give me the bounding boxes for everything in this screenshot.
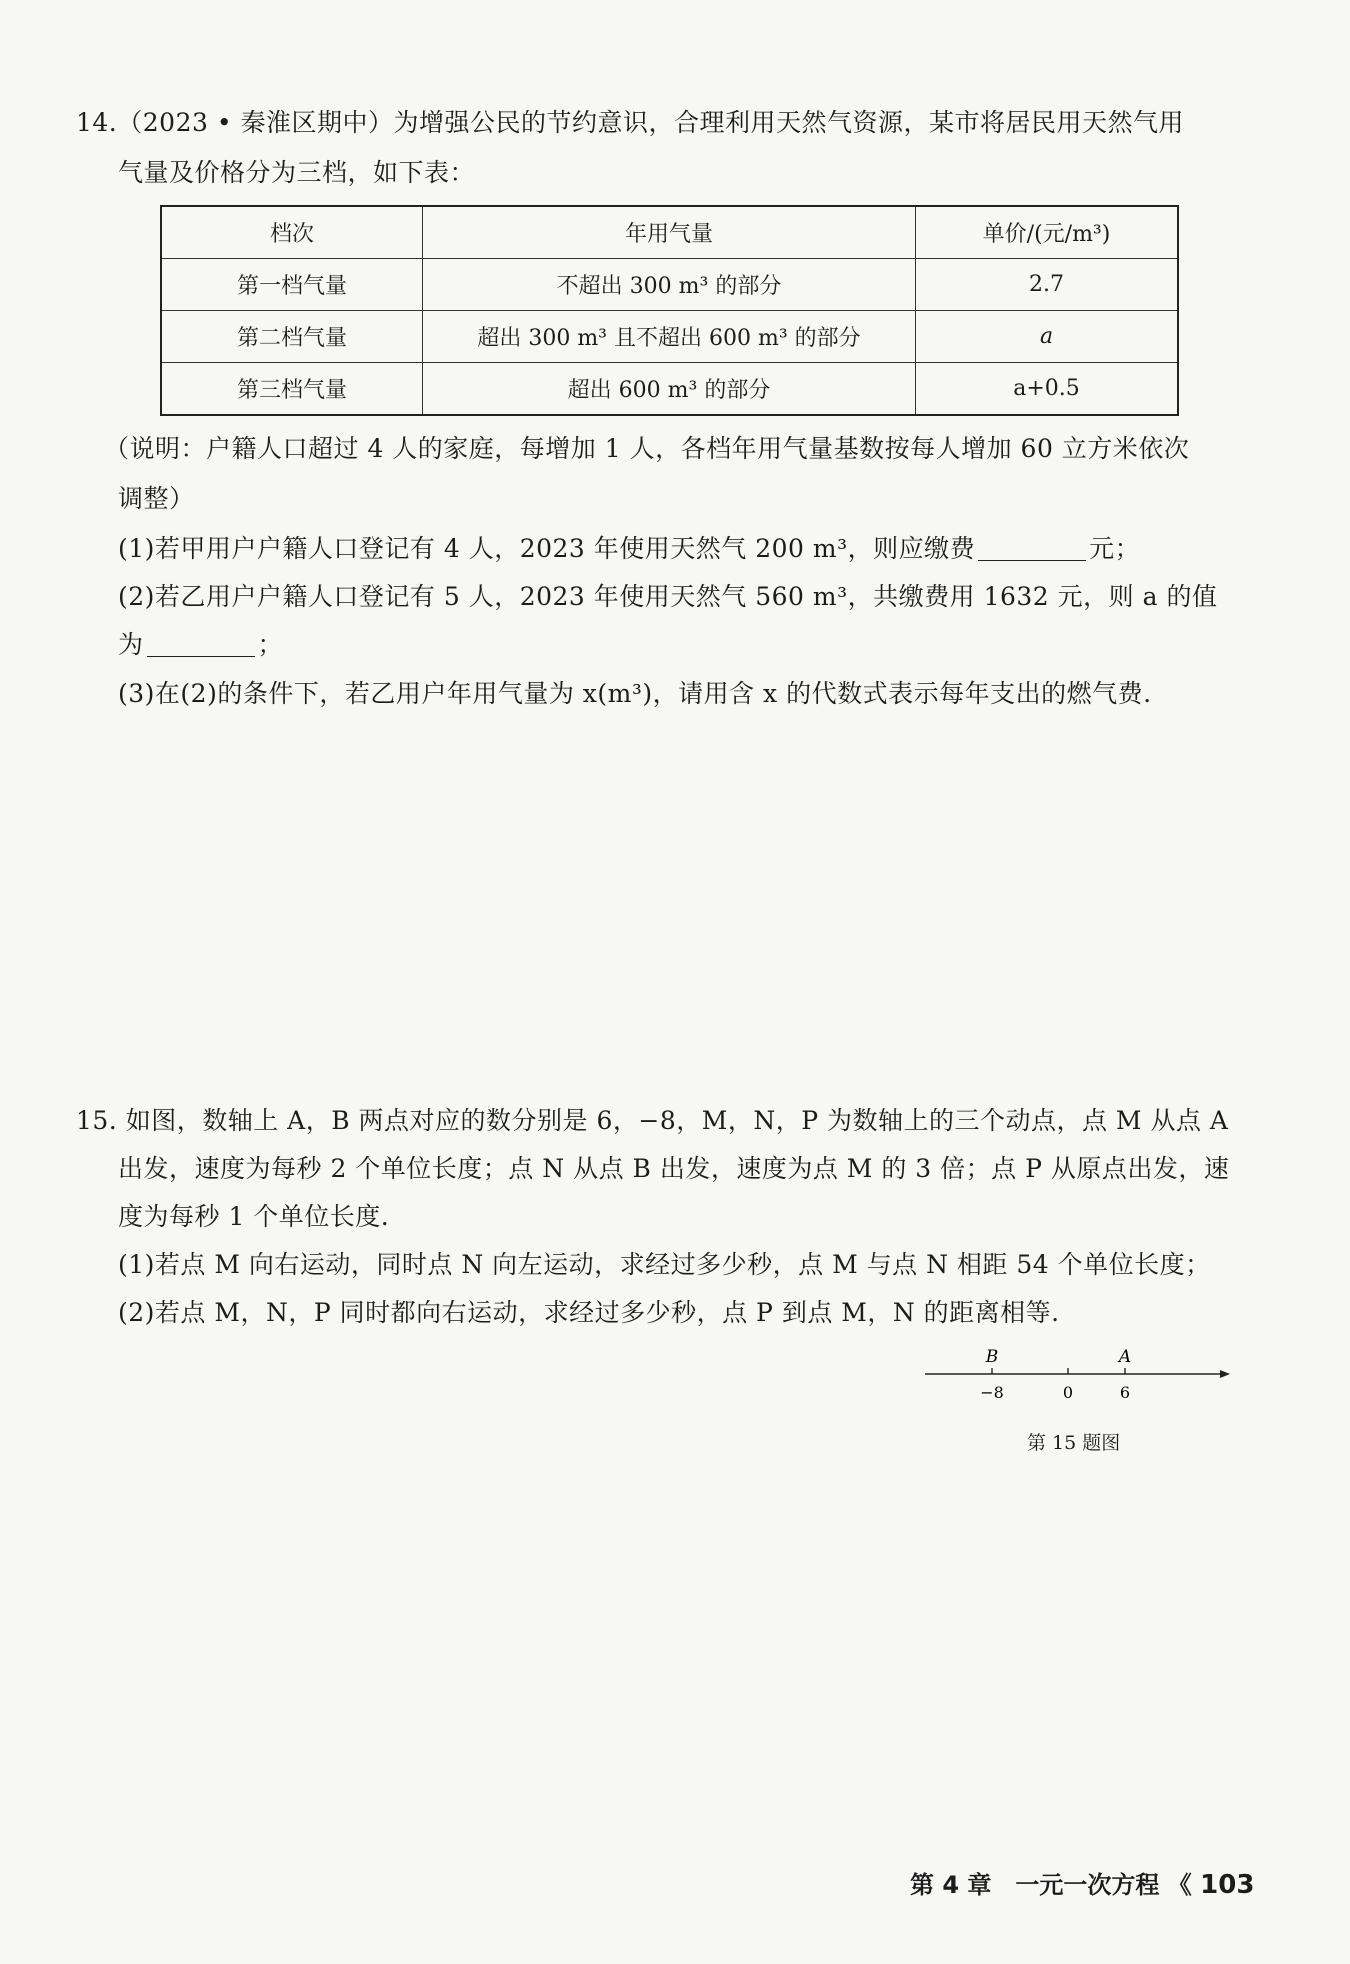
answer-blank[interactable] [978, 536, 1086, 561]
table-header: 年用气量 [423, 206, 916, 259]
table-cell: 不超出 300 m³ 的部分 [423, 259, 916, 311]
table-cell: 超出 300 m³ 且不超出 600 m³ 的部分 [423, 311, 916, 363]
table-cell: 第三档气量 [161, 363, 423, 416]
q15-part1: (1)若点 M 向右运动，同时点 N 向左运动，求经过多少秒，点 M 与点 N 相距 54 个单位长度； [118, 1250, 1211, 1279]
q15-line1: 15. 如图，数轴上 A，B 两点对应的数分别是 6，−8，M，N，P 为数轴上的三个动点，点 M 从点 A [76, 1106, 1229, 1135]
page-number: 103 [1200, 1870, 1255, 1900]
table-header: 档次 [161, 206, 423, 259]
table-row [161, 363, 1178, 416]
q15-part2: (2)若点 M，N，P 同时都向右运动，求经过多少秒，点 P 到点 M，N 的距离相等. [118, 1298, 1060, 1327]
q15-line3: 度为每秒 1 个单位长度. [118, 1202, 390, 1231]
q14-part1-end: 元； [1089, 534, 1141, 563]
q14-line2: 气量及价格分为三档，如下表： [118, 158, 476, 187]
q15-line2: 出发，速度为每秒 2 个单位长度；点 N 从点 B 出发，速度为点 M 的 3 倍；点 P 从原点出发，速 [118, 1154, 1230, 1183]
q14-line1: 14.（2023 • 秦淮区期中）为增强公民的节约意识，合理利用天然气资源，某市将居民用天然气用 [76, 108, 1185, 137]
tick-label: −8 [980, 1383, 1004, 1402]
answer-blank[interactable] [147, 632, 255, 657]
table-cell: a+0.5 [916, 363, 1179, 416]
table-header: 单价/(元/m³) [916, 206, 1179, 259]
tick-label: 6 [1119, 1383, 1131, 1402]
table-cell: 超出 600 m³ 的部分 [423, 363, 916, 416]
double-chevron-icon: 《 [1167, 1871, 1192, 1899]
q14-part2b-end: ； [257, 630, 284, 659]
point-label: B [985, 1347, 999, 1367]
q14-part1-text: (1)若甲用户户籍人口登记有 4 人，2023 年使用天然气 200 m³，则应缴费 [118, 534, 976, 563]
q14-part1 [118, 532, 1140, 566]
table-cell: 第一档气量 [161, 259, 423, 311]
table-row [161, 259, 1178, 311]
q14-note-line1: （说明：户籍人口超过 4 人的家庭，每增加 1 人，各档年用气量基数按每人增加 60 立方米依次 [104, 434, 1190, 463]
table-cell: 2.7 [916, 259, 1179, 311]
point-label: A [1118, 1347, 1132, 1367]
table-row [161, 311, 1178, 363]
table-cell: 第二档气量 [161, 311, 423, 363]
q14-part3: (3)在(2)的条件下，若乙用户年用气量为 x(m³)，请用含 x 的代数式表示每年支出的燃气费. [118, 679, 1152, 708]
q14-part2b-text: 为 [118, 630, 144, 659]
table-cell: a [916, 311, 1179, 363]
tick-label: 0 [1062, 1383, 1074, 1402]
page-footer [910, 1865, 1254, 1900]
figure-caption: 第 15 题图 [1027, 1432, 1121, 1454]
q14-note-line2: 调整） [118, 484, 195, 513]
table-header-row [161, 206, 1178, 259]
chapter-title: 第 4 章 一元一次方程 [910, 1871, 1160, 1899]
axis-arrow-icon [1220, 1370, 1230, 1378]
gas-price-table [160, 205, 1179, 416]
q14-part2-cont [118, 628, 283, 662]
q14-part2: (2)若乙用户户籍人口登记有 5 人，2023 年使用天然气 560 m³，共缴费用 1632 元，则 a 的值 [118, 582, 1218, 611]
